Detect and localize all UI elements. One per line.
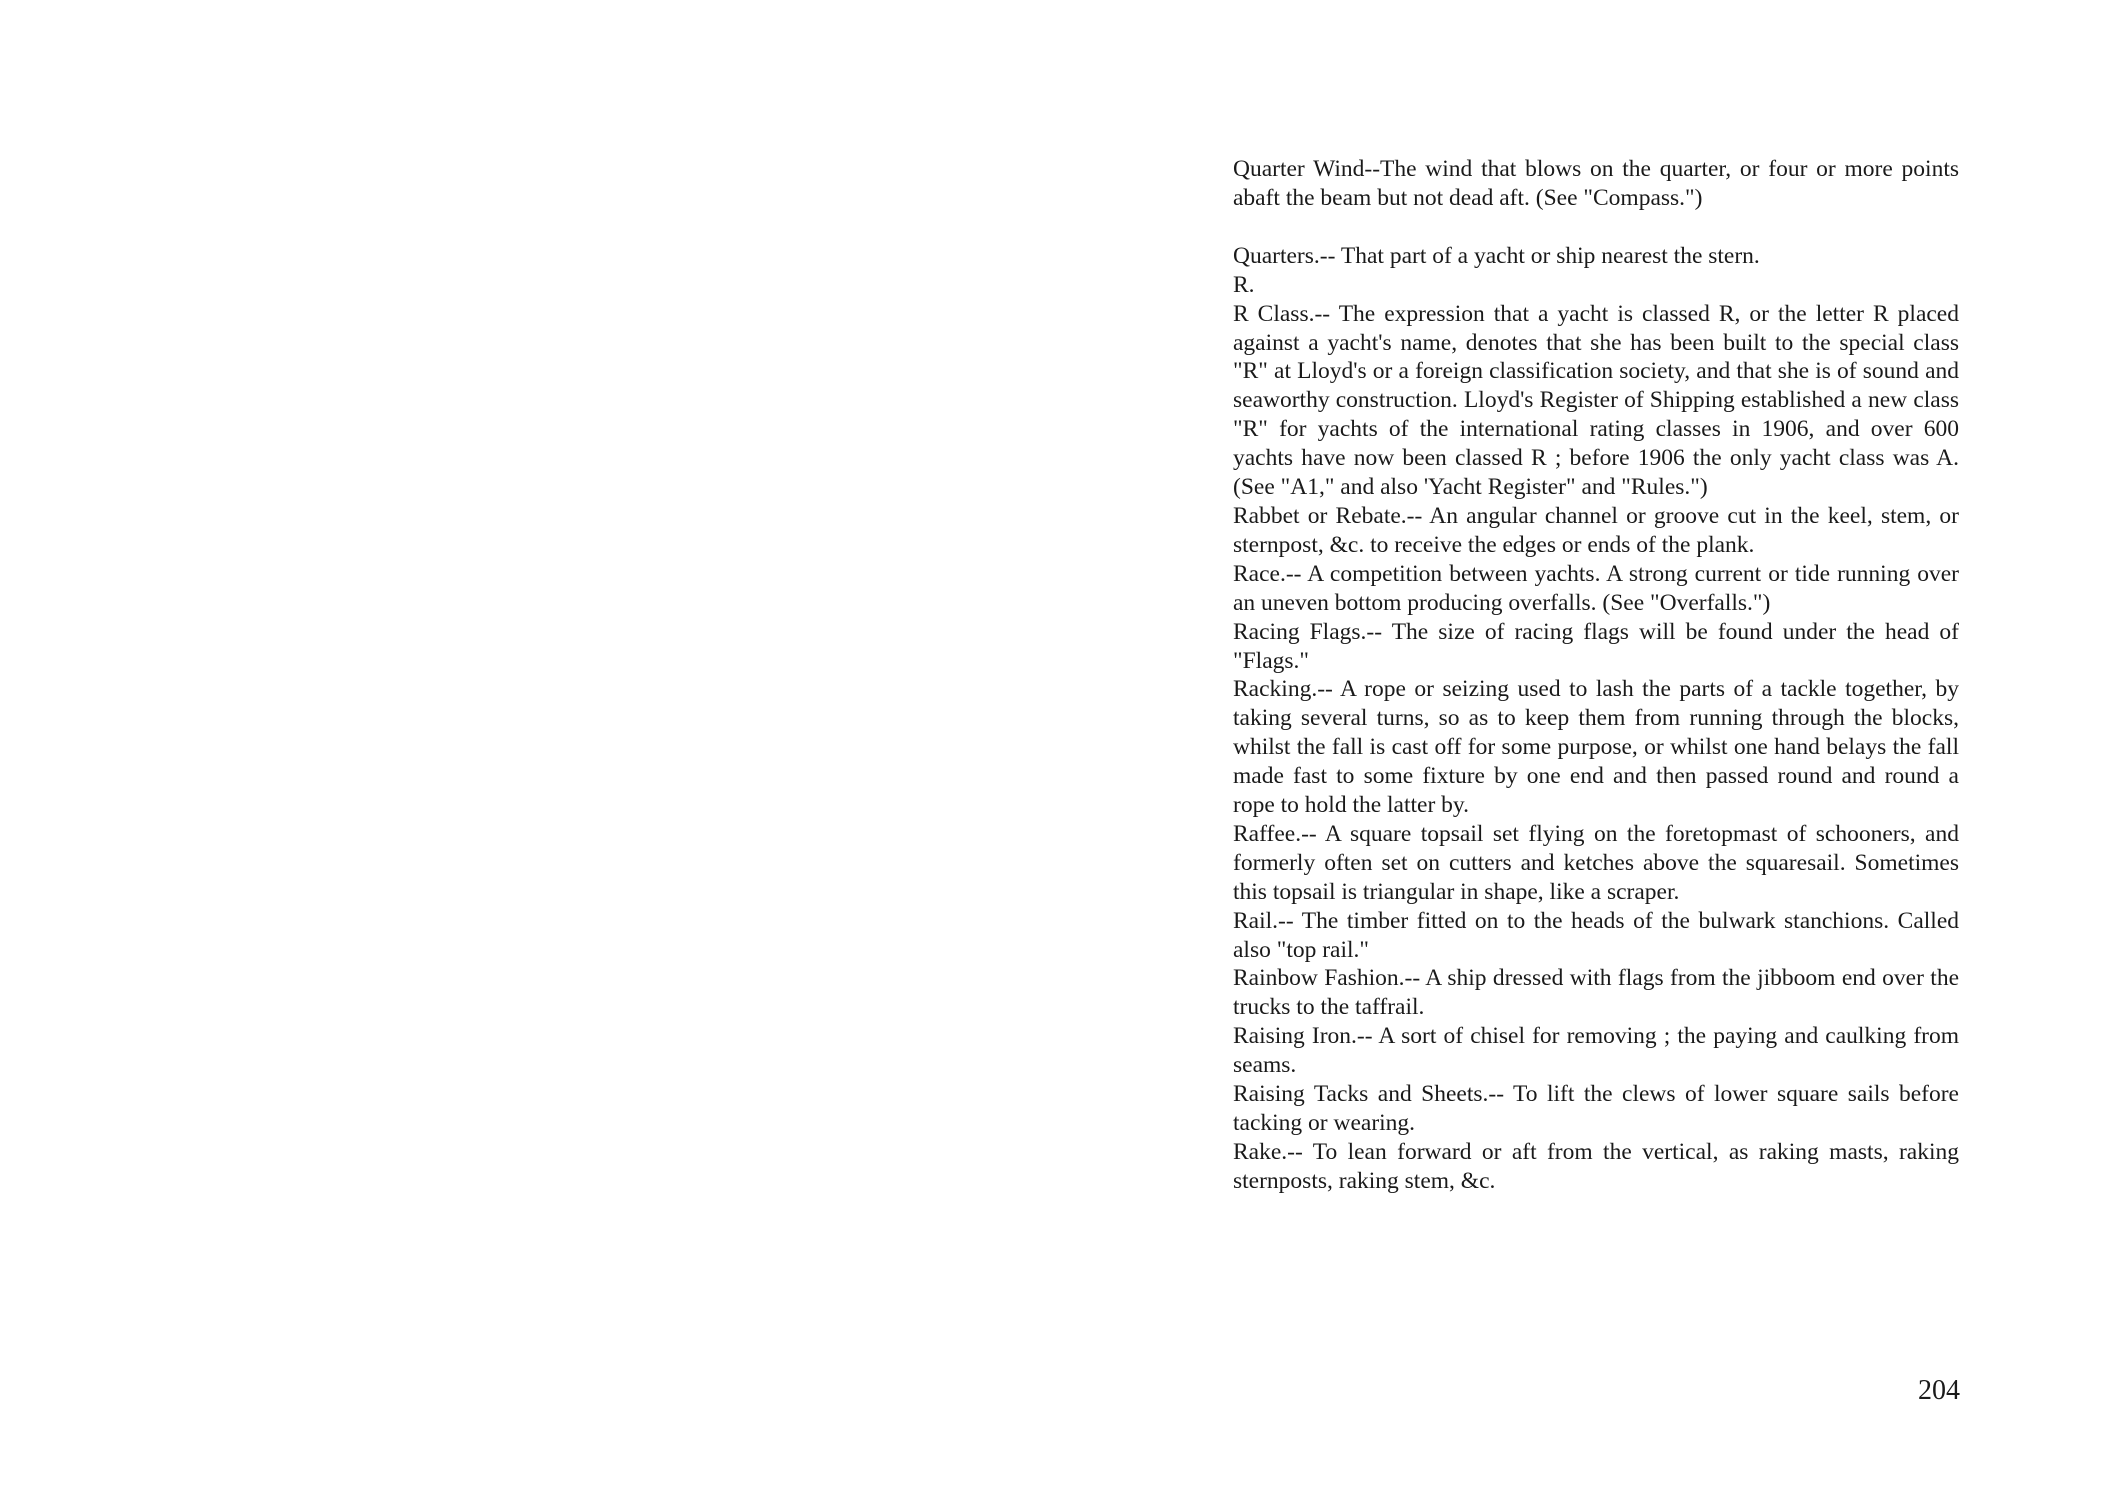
glossary-entry-racking: Racking.-- A rope or seizing used to lash the parts of a tackle together, by taking several turns, so as to keep them from running through the blocks, whilst the fall is cast off for some purpose, or whilst one hand belays the fall made fast to some fixture by one end and then passed round and round a rope to hold the latter by. <box>1233 676 1959 819</box>
glossary-entry-rake: Rake.-- To lean forward or aft from the vertical, as raking masts, raking sternposts, raking stem, &c. <box>1233 1138 1959 1194</box>
page-number: 204 <box>1918 1375 1960 1406</box>
glossary-entry-raising-tacks: Raising Tacks and Sheets.-- To lift the clews of lower square sails before tacking or wearing. <box>1233 1081 1959 1136</box>
glossary-entry-race: Race.-- A competition between yachts. A strong current or tide running over an uneven bottom producing overfalls. (See "Overfalls.") <box>1233 560 1959 616</box>
glossary-entry-raising-iron: Raising Iron.-- A sort of chisel for removing ; the paying and caulking from seams. <box>1233 1023 1959 1079</box>
glossary-entry-quarters: Quarters.-- That part of a yacht or ship nearest the stern. <box>1233 242 1760 269</box>
glossary-entry-rainbow-fashion: Rainbow Fashion.-- A ship dressed with flags from the jibboom end over the trucks to the taffrail. <box>1233 965 1959 1021</box>
glossary-entry-raffee: Raffee.-- A square topsail set flying on the foretopmast of schooners, and formerly often set on cutters and ketches above the squaresail. Sometimes this topsail is triangular in shape, like a scraper. <box>1233 820 1959 905</box>
glossary-entry-racing-flags: Racing Flags.-- The size of racing flags will be found under the head of "Flags." <box>1233 618 1959 674</box>
glossary-entry-rail: Rail.-- The timber fitted on to the heads of the bulwark stanchions. Called also "top rail." <box>1233 907 1959 963</box>
glossary-entry-rabbet: Rabbet or Rebate.-- An angular channel or groove cut in the keel, stem, or sternpost, &c. to receive the edges or ends of the plank. <box>1233 502 1959 558</box>
glossary-entry-r-class: R Class.-- The expression that a yacht is classed R, or the letter R placed against a yacht's name, denotes that she has been built to the special class "R" at Lloyd's or a foreign classification society, and that she is of sound and seaworthy construction. Lloyd's Register of Shipping established a new class "R" for yachts of the international rating classes in 1906, and over 600 yachts have now been classed R ; before 1906 the only yacht class was A. (See "A1," and also 'Yacht Register" and "Rules.") <box>1233 300 1959 501</box>
glossary-column <box>1233 155 1959 1196</box>
glossary-entry-quarter-wind: Quarter Wind--The wind that blows on the quarter, or four or more points abaft the beam but not dead aft. (See "Compass.") <box>1233 156 1959 211</box>
section-letter-heading: R. <box>1233 271 1255 298</box>
